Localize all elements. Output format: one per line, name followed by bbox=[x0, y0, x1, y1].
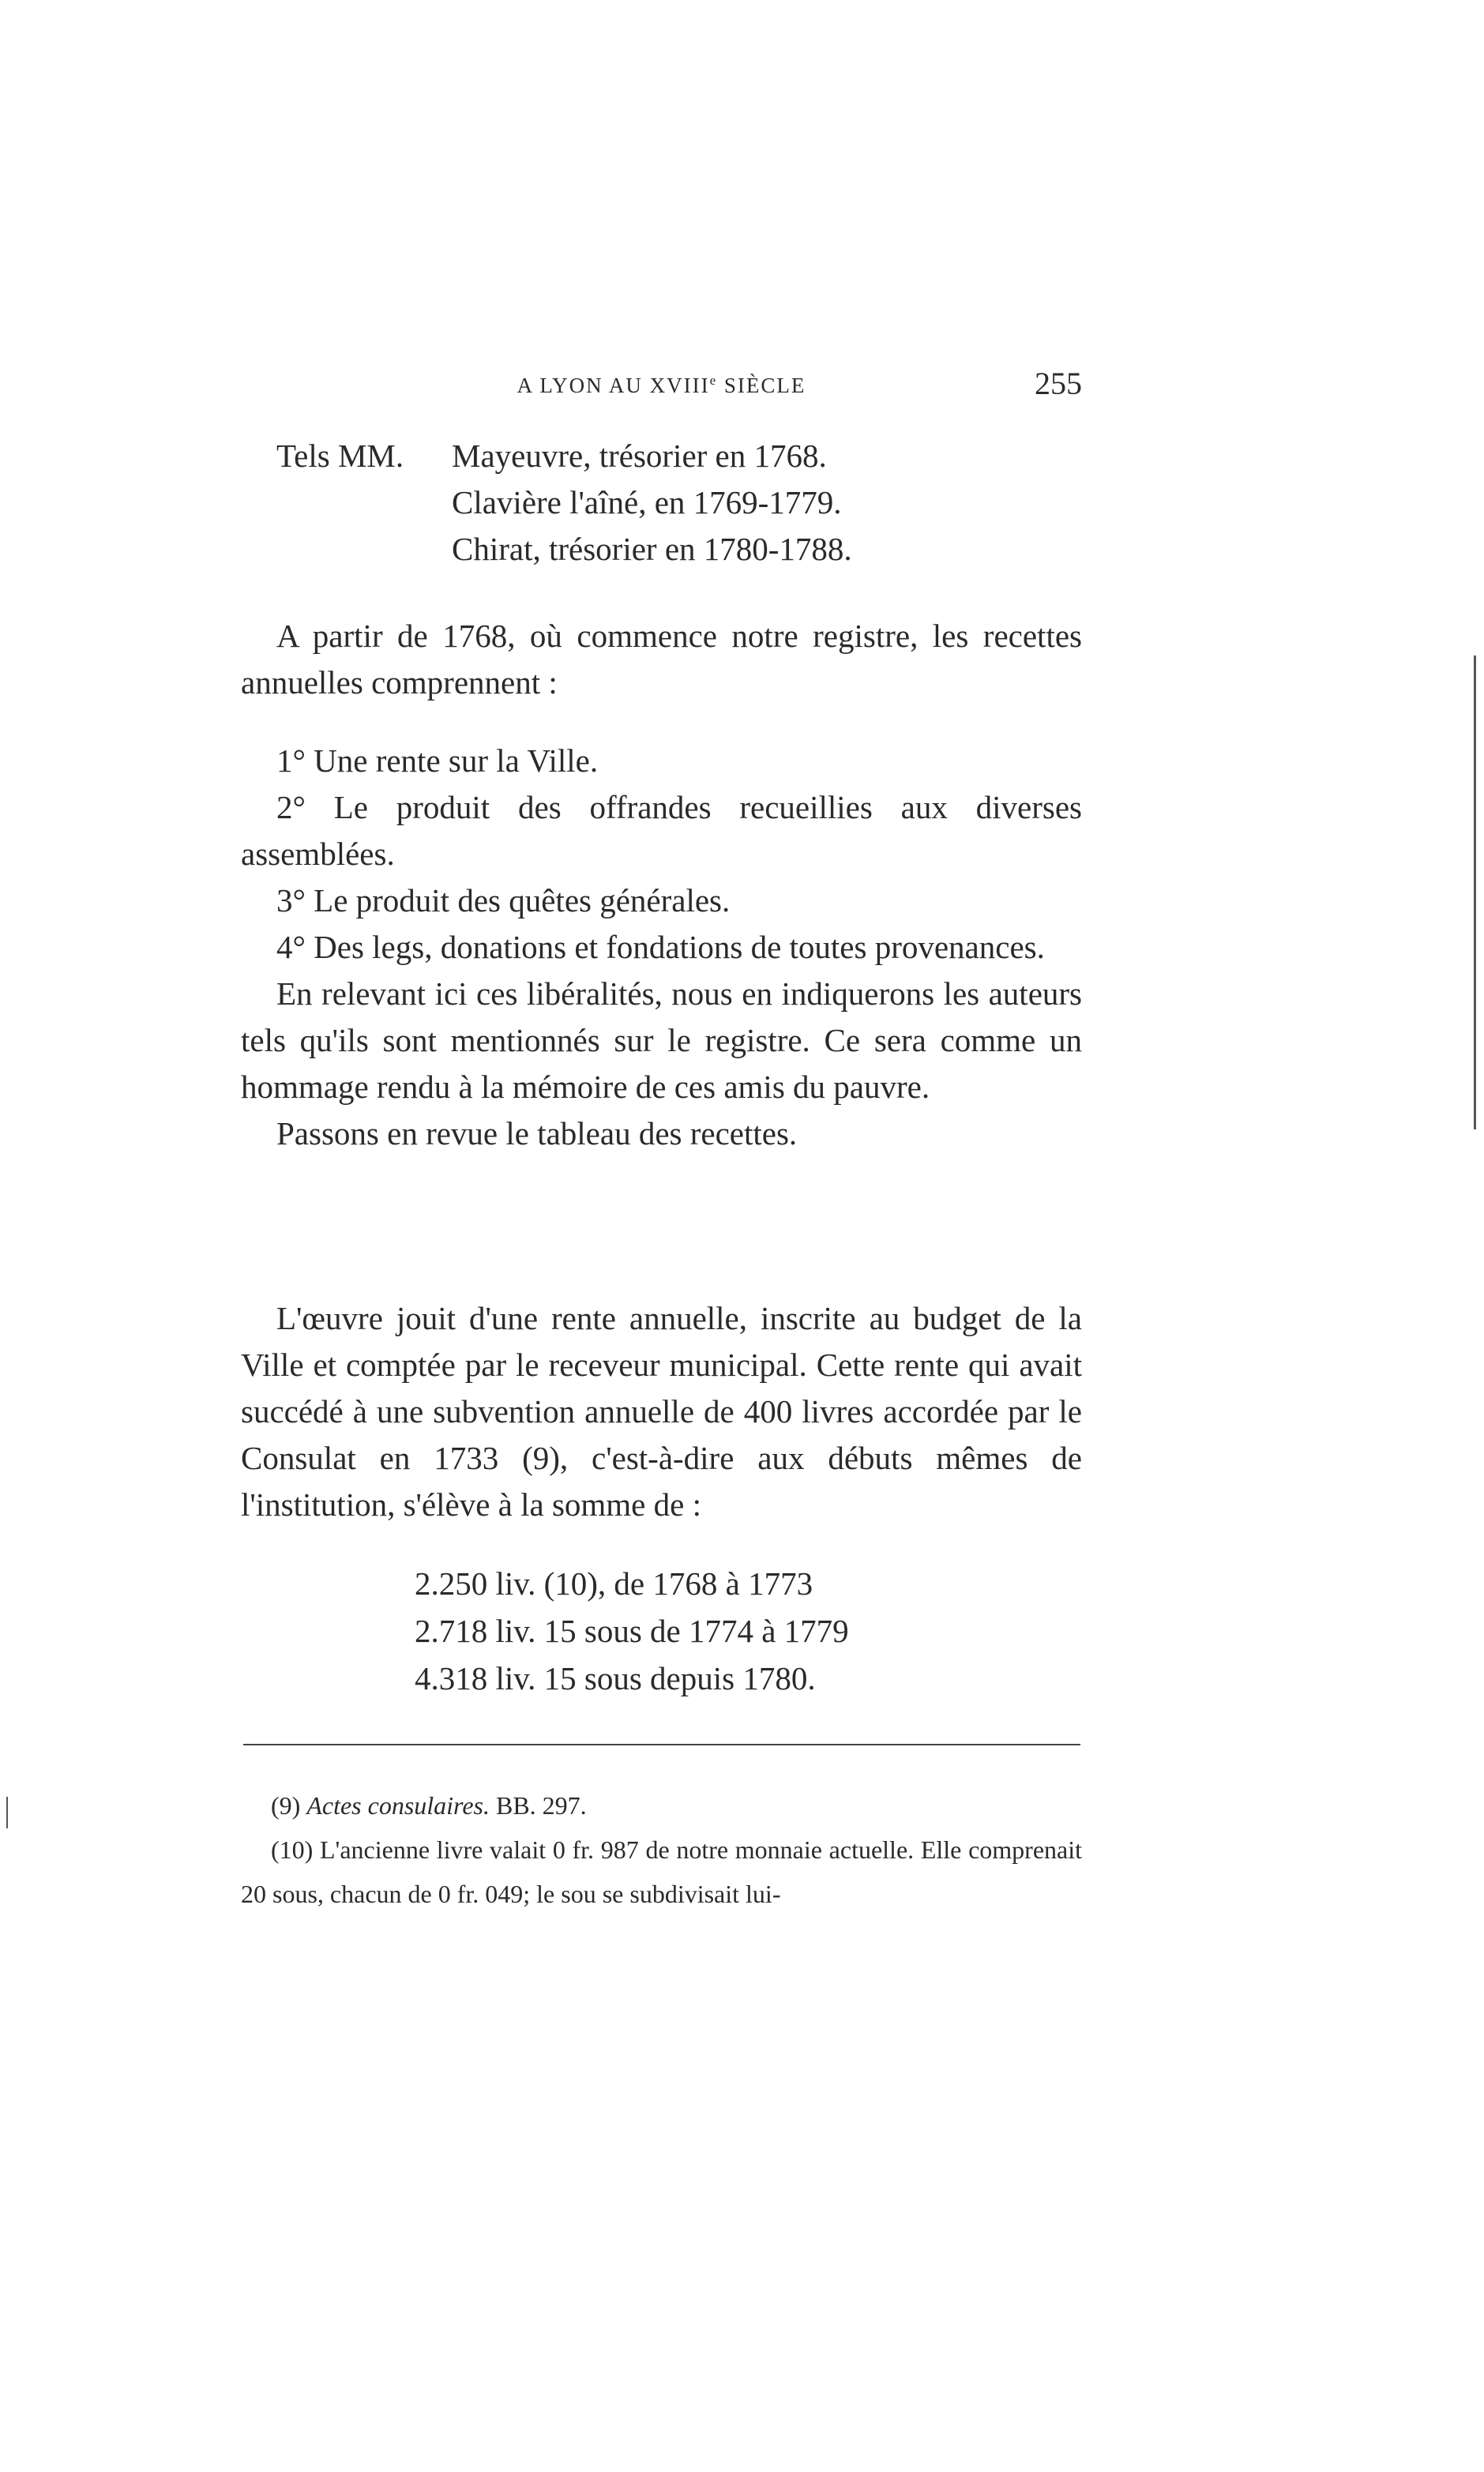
paragraph-text: A partir de 1768, où commence notre registre, les recettes annuelles comprennent : bbox=[241, 618, 1082, 701]
paragraph-text: En relevant ici ces libéralités, nous en indiquerons les auteurs tels qu'ils sont mentionnés sur le registre. Ce sera comme un hommage rendu à la mémoire de ces amis du pauvre. bbox=[241, 975, 1082, 1105]
receipts-list bbox=[241, 738, 1082, 1157]
treasurer-list bbox=[241, 433, 1082, 573]
margin-scan-mark bbox=[1474, 656, 1476, 1129]
treasurer-entry: Chirat, trésorier en 1780-1788. bbox=[452, 531, 852, 567]
list-item: 1° Une rente sur la Ville. bbox=[276, 742, 599, 779]
footnote-9 bbox=[241, 1783, 1082, 1828]
footnote-10: (10) L'ancienne livre valait 0 fr. 987 de notre monnaie actuelle. Elle comprenait 20 sous, chacun de 0 fr. 049; le sou se subdivisait lui- bbox=[241, 1835, 1082, 1908]
paragraph-text: L'œuvre jouit d'une rente annuelle, inscrite au budget de la Ville et comptée par le receveur municipal. Cette rente qui avait succédé à une subvention annuelle de 400 livres accordée par le Consulat en 1733 (9), c'est-à-dire aux débuts mêmes de l'institution, s'élève à la somme de : bbox=[241, 1300, 1082, 1523]
footnote-divider bbox=[243, 1744, 1080, 1745]
amount-row: 4.318 liv. 15 sous depuis 1780. bbox=[415, 1660, 816, 1696]
running-title-superscript: e bbox=[709, 373, 718, 388]
footnotes bbox=[241, 1783, 1082, 1916]
paragraph-receipts-intro bbox=[241, 613, 1082, 706]
treasurer-row bbox=[241, 526, 1082, 573]
amount-row: 2.718 liv. 15 sous de 1774 à 1779 bbox=[415, 1613, 849, 1649]
paragraph-text: Passons en revue le tableau des recettes. bbox=[276, 1115, 798, 1151]
running-head bbox=[241, 365, 1082, 404]
rent-amounts bbox=[415, 1560, 967, 1702]
footnote-reference: BB. 297. bbox=[495, 1791, 587, 1820]
running-title-end: SIÈCLE bbox=[717, 374, 806, 397]
margin-scan-mark bbox=[6, 1797, 8, 1828]
running-title-text: A LYON AU XVIII bbox=[517, 374, 710, 397]
page-number: 255 bbox=[1035, 366, 1082, 401]
treasurer-entry: Clavière l'aîné, en 1769-1779. bbox=[452, 484, 842, 520]
running-title bbox=[241, 373, 1082, 398]
treasurer-entry: Mayeuvre, trésorier en 1768. bbox=[452, 438, 827, 474]
treasurer-row bbox=[241, 479, 1082, 526]
list-item: 4° Des legs, donations et fondations de toutes provenances. bbox=[276, 929, 1045, 965]
paragraph-annual-rent bbox=[241, 1295, 1082, 1528]
treasurer-row bbox=[241, 433, 1082, 479]
footnote-source-title: Actes consulaires. bbox=[306, 1791, 490, 1820]
footnote-number: (9) bbox=[271, 1791, 301, 1820]
treasurer-lead: Tels MM. bbox=[276, 438, 404, 474]
amount-row: 2.250 liv. (10), de 1768 à 1773 bbox=[415, 1565, 813, 1602]
list-item: 2° Le produit des offrandes recueillies aux diverses assemblées. bbox=[241, 789, 1082, 872]
list-item: 3° Le produit des quêtes générales. bbox=[276, 882, 731, 919]
